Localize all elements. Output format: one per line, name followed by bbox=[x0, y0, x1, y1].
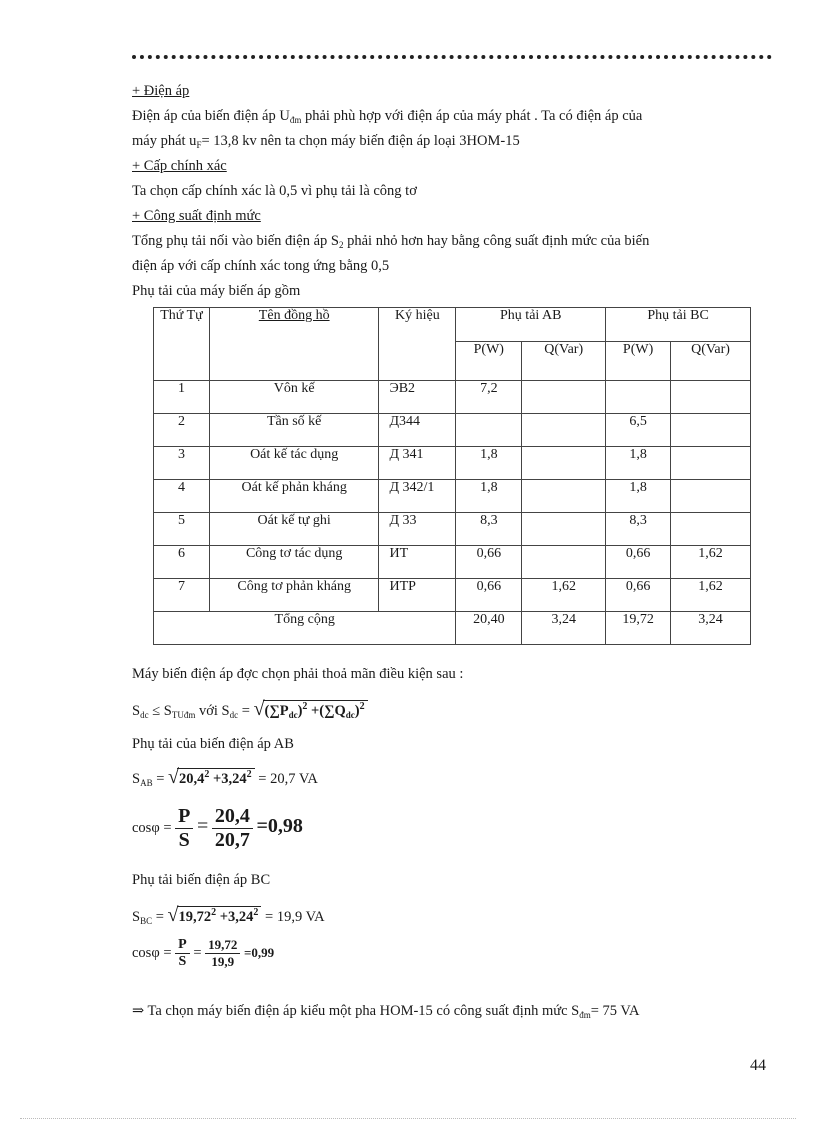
heading-voltage: + Điện áp bbox=[132, 83, 190, 99]
header-q-bc: Q(Var) bbox=[671, 342, 751, 381]
cell-order: 3 bbox=[154, 447, 210, 480]
ab-cos-formula: cosφ = $\frac{P}{S}$ = $\frac{20,4}{20,7}$ =0,98 bbox=[132, 805, 303, 851]
heading-accuracy: + Cấp chính xác bbox=[132, 158, 227, 174]
cell-q-bc bbox=[671, 513, 751, 546]
cell-p-bc: 1,8 bbox=[606, 447, 671, 480]
total-p-ab: 20,40 bbox=[456, 612, 522, 645]
cell-p-bc: 1,8 bbox=[606, 480, 671, 513]
cell-q-bc: 1,62 bbox=[671, 546, 751, 579]
header-order: Thứ Tự bbox=[154, 308, 210, 381]
cell-name: Oát kế phản kháng bbox=[209, 480, 379, 513]
total-p-bc: 19,72 bbox=[606, 612, 671, 645]
cell-symbol: Д344 bbox=[379, 414, 456, 447]
cell-p-ab: 0,66 bbox=[456, 546, 522, 579]
table-row bbox=[154, 447, 751, 480]
cell-order: 7 bbox=[154, 579, 210, 612]
cell-name: Tần số kế bbox=[209, 414, 379, 447]
cell-symbol: ИTP bbox=[379, 579, 456, 612]
voltage-paragraph-line1: Điện áp của biến điện áp $U_{đm}$ phải phù hợp với điện áp của máy phát . Ta có điện áp của bbox=[132, 108, 643, 125]
cell-order: 5 bbox=[154, 513, 210, 546]
cell-p-ab: 7,2 bbox=[456, 381, 522, 414]
table-row bbox=[154, 381, 751, 414]
cell-symbol: Д 33 bbox=[379, 513, 456, 546]
cell-symbol: Д 341 bbox=[379, 447, 456, 480]
table-total-row bbox=[154, 612, 751, 645]
cell-q-bc bbox=[671, 447, 751, 480]
heading-power: + Công suất định mức bbox=[132, 208, 261, 224]
cell-q-bc bbox=[671, 480, 751, 513]
page-number: 44 bbox=[750, 1057, 766, 1074]
cell-p-ab bbox=[456, 414, 522, 447]
cell-q-ab bbox=[522, 447, 606, 480]
cell-symbol: ИT bbox=[379, 546, 456, 579]
header-load-ab: Phụ tải AB bbox=[456, 308, 606, 342]
total-q-ab: 3,24 bbox=[522, 612, 606, 645]
cell-order: 2 bbox=[154, 414, 210, 447]
cell-p-ab: 1,8 bbox=[456, 447, 522, 480]
cell-symbol: Д 342/1 bbox=[379, 480, 456, 513]
cell-p-bc bbox=[606, 381, 671, 414]
accuracy-text: Ta chọn cấp chính xác là 0,5 vì phụ tải là công tơ bbox=[132, 183, 417, 199]
cell-p-ab: 0,66 bbox=[456, 579, 522, 612]
power-paragraph-line1: Tổng phụ tải nối vào biến điện áp $S_2$ phải nhỏ hơn hay bằng công suất định mức của biến bbox=[132, 233, 650, 250]
cell-name: Vôn kế bbox=[209, 381, 379, 414]
cell-q-bc: 1,62 bbox=[671, 579, 751, 612]
cell-q-bc bbox=[671, 381, 751, 414]
cell-q-ab bbox=[522, 414, 606, 447]
conclusion-text: ⇒ Ta chọn máy biến điện áp kiểu một pha HOM-15 có công suất định mức $S_{đm}= 75$ VA bbox=[132, 1003, 640, 1020]
header-q-ab: Q(Var) bbox=[522, 342, 606, 381]
total-label: Tổng cộng bbox=[154, 612, 456, 645]
condition-formula: $S_{dc} \le S_{TUđm}$ với $S_{dc} = √(\sum P_{dc})^2 +(\sum Q_{dc})^2$ bbox=[132, 698, 368, 721]
table-row bbox=[154, 414, 751, 447]
power-paragraph-line3: Phụ tải của máy biến áp gồm bbox=[132, 283, 301, 299]
bc-cos-formula: cosφ = $\frac{P}{S}$ = $\frac{19,72}{19,9}$ =0,99 bbox=[132, 937, 275, 969]
load-table bbox=[153, 307, 751, 645]
header-name: Tên đồng hồ bbox=[209, 308, 379, 381]
cell-name: Oát kế tự ghi bbox=[209, 513, 379, 546]
cell-p-bc: 8,3 bbox=[606, 513, 671, 546]
cell-order: 6 bbox=[154, 546, 210, 579]
cell-p-bc: 0,66 bbox=[606, 546, 671, 579]
table-row bbox=[154, 480, 751, 513]
dotted-separator bbox=[132, 55, 772, 59]
cell-order: 1 bbox=[154, 381, 210, 414]
bc-s-formula: $S_{BC} = √19,72^2 +3,24^2 = 19,9$ VA bbox=[132, 904, 325, 926]
cell-p-bc: 6,5 bbox=[606, 414, 671, 447]
condition-text: Máy biến điện áp đợc chọn phải thoả mãn điều kiện sau : bbox=[132, 666, 464, 682]
cell-p-ab: 1,8 bbox=[456, 480, 522, 513]
cell-name: Công tơ phản kháng bbox=[209, 579, 379, 612]
cell-q-ab bbox=[522, 381, 606, 414]
voltage-paragraph-line2: máy phát $u_F= 13,8$ kv nên ta chọn máy biến điện áp loại 3HOM-15 bbox=[132, 133, 520, 150]
bottom-dotted-border bbox=[20, 1118, 796, 1119]
header-load-bc: Phụ tải BC bbox=[606, 308, 751, 342]
cell-order: 4 bbox=[154, 480, 210, 513]
cell-q-ab bbox=[522, 513, 606, 546]
header-symbol: Ký hiệu bbox=[379, 308, 456, 381]
cell-name: Oát kế tác dụng bbox=[209, 447, 379, 480]
cell-p-ab: 8,3 bbox=[456, 513, 522, 546]
cell-q-bc bbox=[671, 414, 751, 447]
ab-s-formula: $S_{AB} = √20,4^2 +3,24^2 = 20,7$ VA bbox=[132, 766, 318, 788]
header-p-ab: P(W) bbox=[456, 342, 522, 381]
cell-name: Công tơ tác dụng bbox=[209, 546, 379, 579]
table-row bbox=[154, 579, 751, 612]
cell-q-ab bbox=[522, 480, 606, 513]
ab-title: Phụ tải của biến điện áp AB bbox=[132, 736, 294, 752]
table-row bbox=[154, 546, 751, 579]
bc-title: Phụ tải biến điện áp BC bbox=[132, 872, 271, 888]
cell-symbol: ЭB2 bbox=[379, 381, 456, 414]
cell-q-ab: 1,62 bbox=[522, 579, 606, 612]
table-row bbox=[154, 513, 751, 546]
cell-p-bc: 0,66 bbox=[606, 579, 671, 612]
total-q-bc: 3,24 bbox=[671, 612, 751, 645]
implies-arrow-icon: ⇒ bbox=[132, 1003, 145, 1019]
cell-q-ab bbox=[522, 546, 606, 579]
power-paragraph-line2: điện áp với cấp chính xác tong ứng bằng 0,5 bbox=[132, 258, 390, 274]
header-p-bc: P(W) bbox=[606, 342, 671, 381]
